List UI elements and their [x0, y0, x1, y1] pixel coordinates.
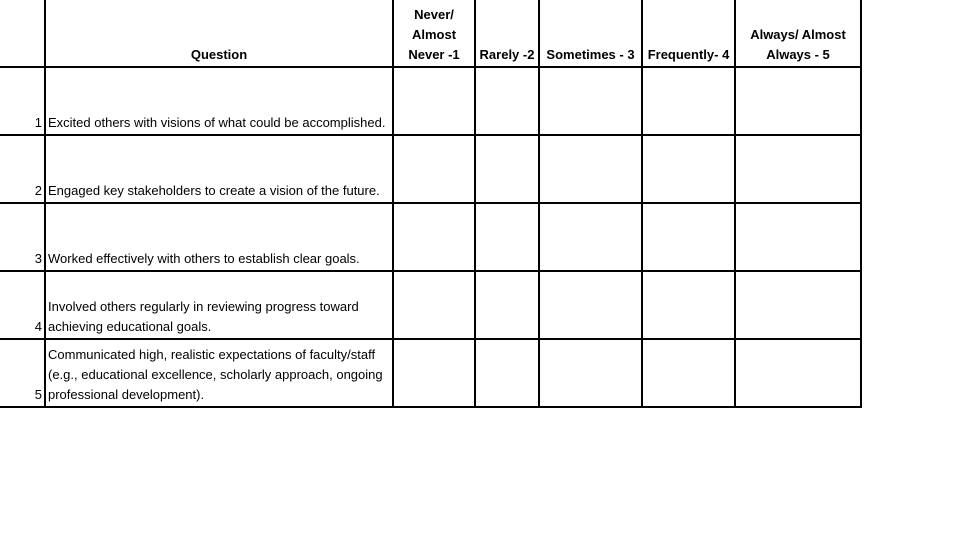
- header-number-cell[interactable]: [0, 0, 45, 67]
- rating-cell-2[interactable]: [475, 339, 539, 407]
- rating-cell-4[interactable]: [642, 67, 735, 135]
- question-text[interactable]: Engaged key stakeholders to create a vision of the future.: [45, 135, 393, 203]
- question-row-2: [0, 135, 861, 203]
- rating-cell-1[interactable]: [393, 271, 475, 339]
- question-text[interactable]: Worked effectively with others to establish clear goals.: [45, 203, 393, 271]
- question-text[interactable]: Communicated high, realistic expectations of faculty/staff (e.g., educational excellence, scholarly approach, ongoing professional development).: [45, 339, 393, 407]
- rating-cell-5[interactable]: [735, 67, 861, 135]
- rating-cell-1[interactable]: [393, 203, 475, 271]
- rating-cell-2[interactable]: [475, 203, 539, 271]
- rating-cell-4[interactable]: [642, 203, 735, 271]
- question-number[interactable]: 1: [0, 67, 45, 135]
- rating-cell-5[interactable]: [735, 339, 861, 407]
- question-text[interactable]: Excited others with visions of what could be accomplished.: [45, 67, 393, 135]
- rating-cell-1[interactable]: [393, 339, 475, 407]
- question-row-4: [0, 271, 861, 339]
- rating-cell-2[interactable]: [475, 67, 539, 135]
- rating-cell-2[interactable]: [475, 271, 539, 339]
- header-rating-4[interactable]: Frequently- 4: [642, 0, 735, 67]
- question-row-3: [0, 203, 861, 271]
- question-row-1: [0, 67, 861, 135]
- rating-cell-3[interactable]: [539, 67, 642, 135]
- rating-cell-3[interactable]: [539, 339, 642, 407]
- header-rating-2[interactable]: Rarely -2: [475, 0, 539, 67]
- rating-cell-3[interactable]: [539, 203, 642, 271]
- rating-cell-1[interactable]: [393, 67, 475, 135]
- rating-cell-3[interactable]: [539, 271, 642, 339]
- question-number[interactable]: 2: [0, 135, 45, 203]
- question-row-5: [0, 339, 861, 407]
- header-question[interactable]: Question: [45, 0, 393, 67]
- rating-cell-5[interactable]: [735, 203, 861, 271]
- rating-cell-1[interactable]: [393, 135, 475, 203]
- rating-cell-5[interactable]: [735, 135, 861, 203]
- rating-cell-4[interactable]: [642, 339, 735, 407]
- question-number[interactable]: 5: [0, 339, 45, 407]
- rating-cell-4[interactable]: [642, 271, 735, 339]
- header-rating-3[interactable]: Sometimes - 3: [539, 0, 642, 67]
- rating-cell-2[interactable]: [475, 135, 539, 203]
- rating-cell-4[interactable]: [642, 135, 735, 203]
- rating-cell-3[interactable]: [539, 135, 642, 203]
- header-rating-5[interactable]: Always/ Almost Always - 5: [735, 0, 861, 67]
- question-number[interactable]: 4: [0, 271, 45, 339]
- question-number[interactable]: 3: [0, 203, 45, 271]
- rating-cell-5[interactable]: [735, 271, 861, 339]
- header-row: [0, 0, 861, 67]
- question-text[interactable]: Involved others regularly in reviewing progress toward achieving educational goals.: [45, 271, 393, 339]
- header-rating-1[interactable]: Never/ Almost Never -1: [393, 0, 475, 67]
